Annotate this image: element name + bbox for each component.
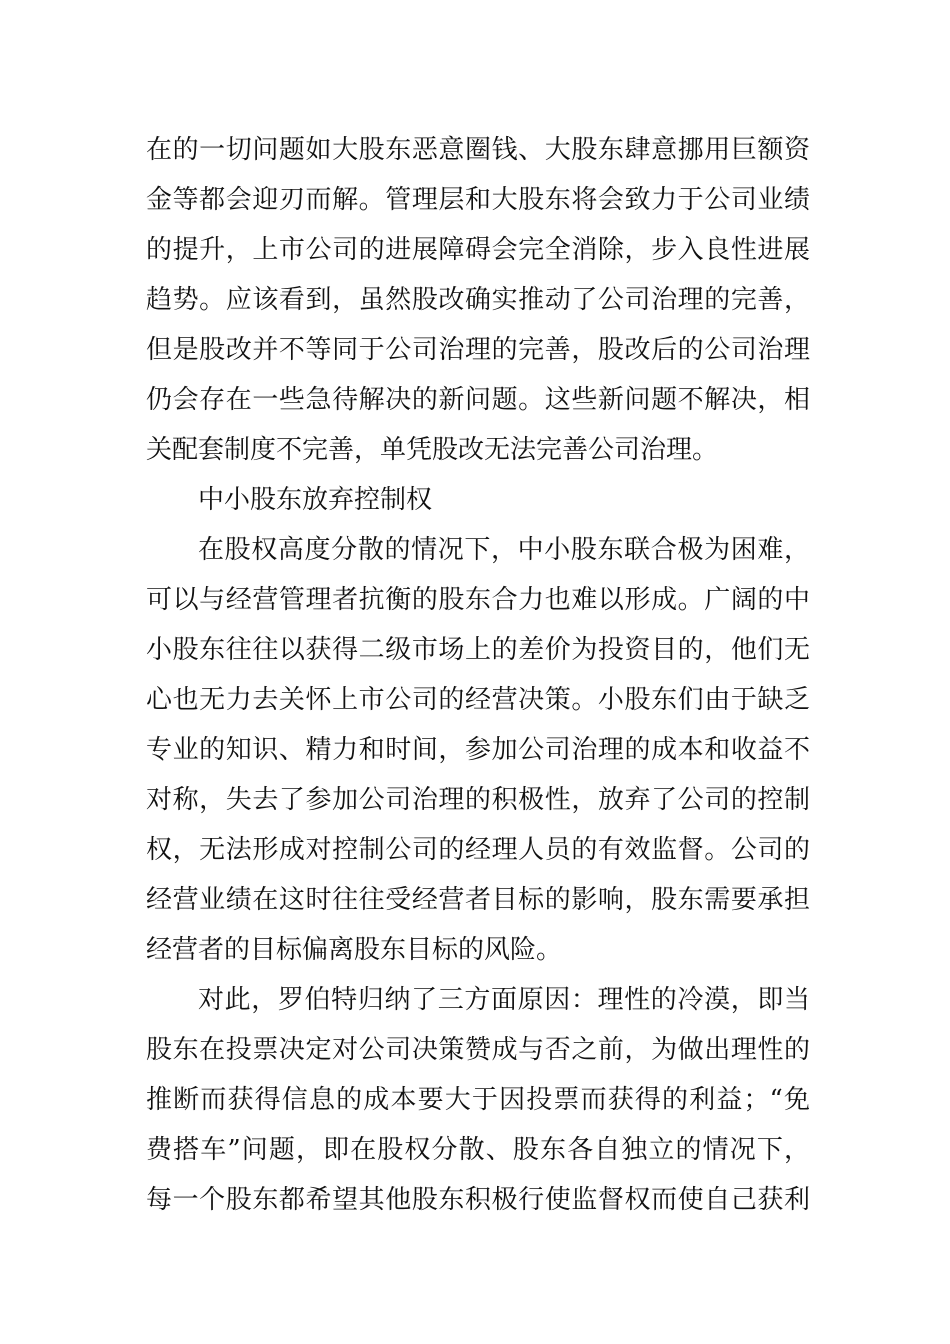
section-heading: 中小股东放弃控制权 (198, 485, 433, 515)
paragraph-1-line-3: 的提升，上市公司的进展障碍会完全消除，步入良性进展 (146, 235, 810, 265)
paragraph-1-line-4: 趋势。应该看到，虽然股改确实推动了公司治理的完善， (146, 285, 810, 315)
paragraph-2-line-3: 小股东往往以获得二级市场上的差价为投资目的，他们无 (146, 635, 810, 665)
paragraph-1-line-1: 在的一切问题如大股东恶意圈钱、大股东肆意挪用巨额资 (146, 135, 810, 165)
paragraph-3-line-5: 每一个股东都希望其他股东积极行使监督权而使自己获利 (146, 1185, 810, 1215)
paragraph-3-line-1: 对此，罗伯特归纳了三方面原因：理性的冷漠，即当 (198, 985, 810, 1015)
paragraph-2-line-8: 经营业绩在这时往往受经营者目标的影响，股东需要承担 (146, 885, 810, 915)
paragraph-1-line-5: 但是股改并不等同于公司治理的完善，股改后的公司治理 (146, 335, 810, 365)
paragraph-2-line-1: 在股权高度分散的情况下，中小股东联合极为困难， (198, 535, 810, 565)
paragraph-3-line-4: 费搭车”问题，即在股权分散、股东各自独立的情况下， (146, 1135, 810, 1165)
paragraph-3-line-3: 推断而获得信息的成本要大于因投票而获得的利益；“免 (146, 1085, 810, 1115)
paragraph-2-line-9: 经营者的目标偏离股东目标的风险。 (146, 935, 563, 965)
paragraph-1-line-7: 关配套制度不完善，单凭股改无法完善公司治理。 (146, 435, 719, 465)
paragraph-2-line-5: 专业的知识、精力和时间，参加公司治理的成本和收益不 (146, 735, 810, 765)
paragraph-2-line-7: 权，无法形成对控制公司的经理人员的有效监督。公司的 (146, 835, 810, 865)
paragraph-2-line-6: 对称，失去了参加公司治理的积极性，放弃了公司的控制 (146, 785, 810, 815)
paragraph-3-line-2: 股东在投票决定对公司决策赞成与否之前，为做出理性的 (146, 1035, 810, 1065)
paragraph-2-line-2: 可以与经营管理者抗衡的股东合力也难以形成。广阔的中 (146, 585, 810, 615)
paragraph-2-line-4: 心也无力去关怀上市公司的经营决策。小股东们由于缺乏 (146, 685, 810, 715)
paragraph-1-line-2: 金等都会迎刃而解。管理层和大股东将会致力于公司业绩 (146, 185, 810, 215)
paragraph-1-line-6: 仍会存在一些急待解决的新问题。这些新问题不解决，相 (146, 385, 810, 415)
